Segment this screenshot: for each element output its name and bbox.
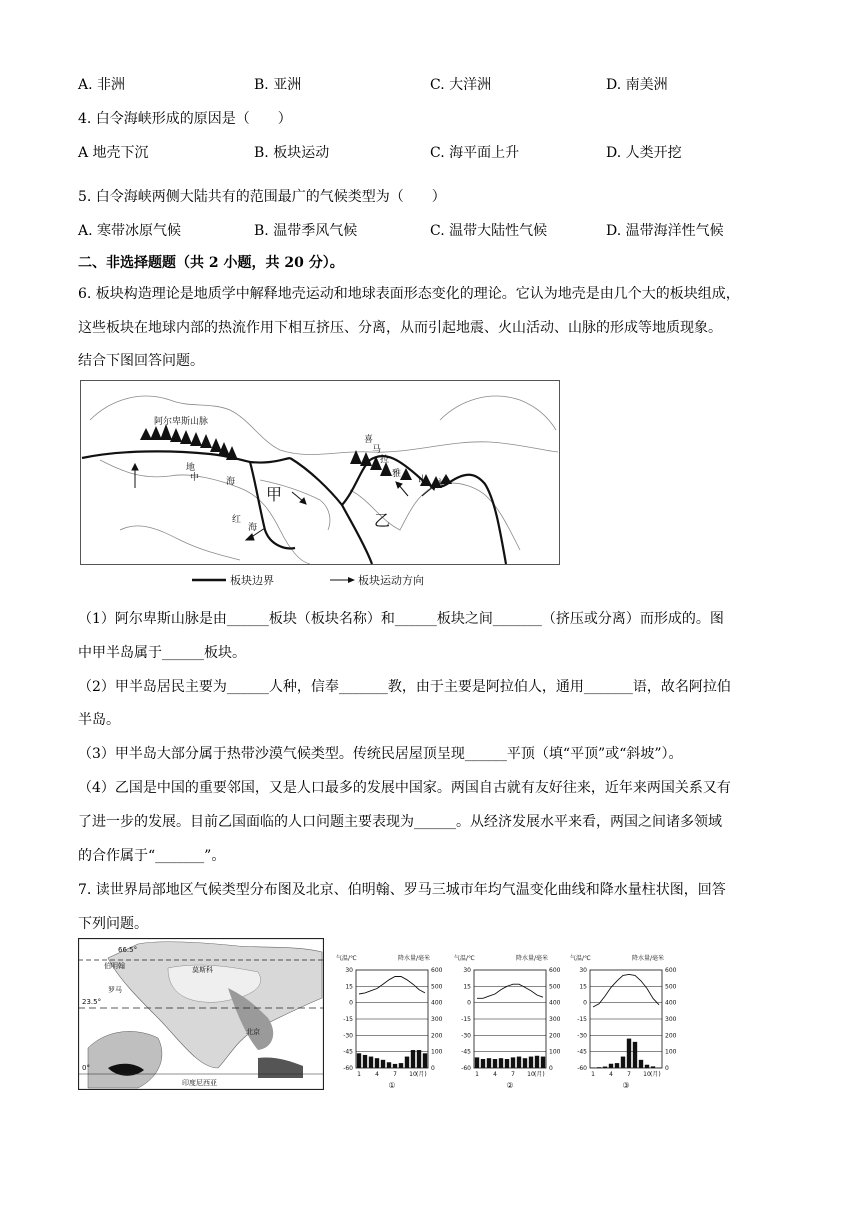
precipitation-bar (363, 1055, 367, 1068)
precipitation-bar (621, 1057, 625, 1068)
chart-title: ② (506, 1081, 514, 1090)
temperature-line (359, 977, 425, 995)
q3-option-d: D. 南美洲 (606, 77, 668, 93)
lat-23-label: 23.5° (82, 998, 102, 1006)
x-axis-label: (月) (416, 1071, 427, 1078)
q5-option-b: B. 温带季风气候 (254, 223, 358, 239)
precipitation-bar (627, 1039, 631, 1068)
precip-tick-label: 400 (665, 999, 677, 1007)
temp-tick-label: 0 (467, 999, 471, 1007)
section-heading: 二、非选择题题（共 2 小题，共 20 分）。 (78, 255, 344, 271)
med-sea-label-zhong: 中 (190, 473, 200, 483)
rome-label: 罗马 (108, 986, 122, 994)
precip-tick-label: 500 (549, 983, 561, 991)
med-sea-label-di: 地 (186, 463, 196, 473)
precipitation-bar (411, 1050, 415, 1068)
temp-tick-label: 0 (583, 999, 587, 1007)
q5-option-c: C. 温带大陆性气候 (430, 223, 548, 239)
precip-tick-label: 400 (549, 999, 561, 1007)
x-tick-label: 10 (527, 1071, 535, 1078)
himalaya-label-5: 山 (418, 475, 428, 485)
himalaya-label-3: 拉 (380, 455, 390, 465)
precipitation-bar (603, 1067, 607, 1068)
precipitation-bar (597, 1067, 601, 1068)
precip-tick-label: 300 (665, 1016, 677, 1023)
y-axis-label: 气温/℃ (336, 955, 357, 962)
q3-option-c: C. 大洋洲 (430, 77, 492, 93)
red-sea-label-hai: 海 (248, 523, 258, 533)
x-tick-label: 4 (375, 1071, 379, 1078)
lat-66-label: 66.5° (118, 946, 138, 954)
chart-title: ③ (622, 1081, 630, 1090)
precip-tick-label: 300 (549, 1016, 561, 1023)
precipitation-bar (405, 1057, 409, 1068)
med-sea-label-hai: 海 (226, 477, 236, 487)
precipitation-bar (517, 1057, 521, 1068)
precipitation-bar (541, 1057, 545, 1068)
climate-chart-3 (568, 950, 688, 1100)
q6-sub2-line2: 半岛。 (78, 712, 120, 728)
precipitation-bar (529, 1057, 533, 1068)
climate-type-map (78, 938, 324, 1090)
precipitation-bar (375, 1058, 379, 1068)
temp-tick-label: -30 (577, 1032, 587, 1040)
moscow-label: 莫斯科 (192, 966, 213, 974)
precipitation-bar (639, 1060, 643, 1068)
precip-tick-label: 400 (431, 999, 443, 1007)
x-tick-label: 10 (409, 1071, 417, 1078)
himalaya-label-1: 喜 (364, 435, 374, 445)
temp-tick-label: 30 (463, 967, 471, 974)
temp-tick-label: -60 (461, 1065, 471, 1072)
precip-tick-label: 100 (665, 1048, 677, 1056)
q6-sub4-line1: （4）乙国是中国的重要邻国，又是人口最多的发展中国家。两国自古就有友好往来，近年来两国关系又有 (78, 780, 731, 796)
q4-option-c: C. 海平面上升 (430, 145, 520, 161)
temp-tick-label: 30 (345, 967, 353, 974)
x-axis-label: (月) (650, 1071, 661, 1078)
precipitation-bar (615, 1063, 619, 1068)
x-tick-label: 7 (393, 1071, 397, 1078)
q5-option-d: D. 温带海洋性气候 (606, 223, 724, 239)
precipitation-bar (393, 1064, 397, 1068)
chart-title: ① (388, 1081, 396, 1090)
precipitation-bar (499, 1058, 503, 1068)
temp-tick-label: -30 (343, 1032, 353, 1040)
precip-tick-label: 200 (549, 1032, 561, 1040)
temp-tick-label: -45 (577, 1048, 587, 1056)
precipitation-bar (475, 1057, 479, 1068)
temp-tick-label: 15 (579, 983, 587, 991)
temp-tick-label: -15 (343, 1016, 353, 1023)
x-tick-label: 1 (475, 1071, 479, 1078)
precipitation-bar (609, 1064, 613, 1068)
precipitation-bar (487, 1058, 491, 1068)
q5-stem: 5. 白令海峡两侧大陆共有的范围最广的气候类型为（ ） (78, 189, 446, 205)
precip-tick-label: 0 (431, 1065, 435, 1072)
x-axis-label: (月) (534, 1071, 545, 1078)
temp-tick-label: -60 (343, 1065, 353, 1072)
q4-option-d: D. 人类开挖 (606, 145, 682, 161)
beijing-label: 北京 (246, 1028, 260, 1036)
precipitation-bar (481, 1059, 485, 1068)
precip-tick-label: 600 (549, 967, 561, 974)
q4-option-b: B. 板块运动 (254, 145, 330, 161)
y2-axis-label: 降水量/毫米 (398, 955, 431, 962)
precipitation-bar (511, 1057, 515, 1068)
q6-sub1-line2: 中甲半岛属于______板块。 (78, 645, 246, 661)
q4-option-a: A 地壳下沉 (78, 145, 149, 161)
y-axis-label: 气温/℃ (570, 955, 591, 962)
q7-stem-line2: 下列问题。 (78, 916, 148, 932)
birmingham-label: 伯明翰 (104, 962, 125, 970)
q4-stem: 4. 白令海峡形成的原因是（ ） (78, 111, 292, 127)
precip-tick-label: 600 (665, 967, 677, 974)
precipitation-bar (417, 1050, 421, 1068)
climate-chart-1 (334, 950, 454, 1100)
precipitation-bar (387, 1062, 391, 1068)
y-axis-label: 气温/℃ (454, 955, 475, 962)
precipitation-bar (645, 1065, 649, 1068)
precipitation-bar (633, 1042, 637, 1068)
temp-tick-label: -15 (577, 1016, 587, 1023)
temp-tick-label: -60 (577, 1065, 587, 1072)
precip-tick-label: 300 (431, 1016, 443, 1023)
x-tick-label: 1 (357, 1071, 361, 1078)
q3-option-b: B. 亚洲 (254, 77, 302, 93)
q3-option-a: A. 非洲 (78, 77, 126, 93)
q6-sub2-line1: （2）甲半岛居民主要为______人种，信奉_______教，由于主要是阿拉伯人，通用_______语，故名阿拉伯 (78, 679, 731, 695)
q6-sub1-line1: （1）阿尔卑斯山脉是由______板块（板块名称）和______板块之间_______（挤压或分离）而形成的。图 (78, 611, 724, 627)
precipitation-bar (381, 1060, 385, 1068)
precipitation-bar (357, 1053, 361, 1068)
temp-tick-label: 15 (463, 983, 471, 991)
precipitation-bar (423, 1053, 427, 1068)
himalaya-label-2: 马 (372, 445, 382, 455)
q6-intro-line2: 这些板块在地球内部的热流作用下相互挤压、分离，从而引起地震、火山活动、山脉的形成等地质现象。 (78, 320, 722, 336)
q6-intro-line3: 结合下图回答问题。 (78, 353, 204, 369)
precip-tick-label: 600 (431, 967, 443, 974)
lat-0-label: 0° (82, 1064, 90, 1072)
q6-sub3: （3）甲半岛大部分属于热带沙漠气候类型。传统民居屋顶呈现______平顶（填“平顶”或“斜坡”）。 (78, 746, 683, 762)
x-tick-label: 4 (493, 1071, 497, 1078)
legend-boundary-label: 板块边界 (230, 574, 274, 587)
precipitation-bar (651, 1066, 655, 1068)
temp-tick-label: -15 (461, 1016, 471, 1023)
y2-axis-label: 降水量/毫米 (632, 955, 665, 962)
indonesia-label: 印度尼西亚 (182, 1079, 217, 1087)
precip-tick-label: 100 (431, 1048, 443, 1056)
y2-axis-label: 降水量/毫米 (516, 955, 549, 962)
precipitation-bar (505, 1059, 509, 1068)
q6-sub4-line2: 了进一步的发展。目前乙国面临的人口问题主要表现为______。从经济发展水平来看，两国之间诸多领域 (78, 814, 722, 830)
precip-tick-label: 100 (549, 1048, 561, 1056)
climate-chart-2 (452, 950, 572, 1100)
x-tick-label: 1 (591, 1071, 595, 1078)
precipitation-bar (493, 1059, 497, 1068)
x-tick-label: 7 (511, 1071, 515, 1078)
q7-stem-line1: 7. 读世界局部地区气候类型分布图及北京、伯明翰、罗马三城市年均气温变化曲线和降水量柱状图，回答 (78, 882, 726, 898)
q6-sub4-line3: 的合作属于“_______”。 (78, 848, 226, 864)
temperature-line (593, 974, 659, 1007)
precipitation-bar (369, 1057, 373, 1068)
precipitation-bar (399, 1063, 403, 1068)
temp-tick-label: -45 (461, 1048, 471, 1056)
plate-tectonics-map (80, 380, 560, 594)
precipitation-bar (523, 1058, 527, 1068)
precip-tick-label: 200 (665, 1032, 677, 1040)
himalaya-label-6: 脉 (434, 479, 444, 489)
temp-tick-label: -45 (343, 1048, 353, 1056)
himalaya-label-4: 雅 (392, 469, 402, 479)
precip-tick-label: 0 (549, 1065, 553, 1072)
x-tick-label: 4 (609, 1071, 613, 1078)
x-tick-label: 7 (627, 1071, 631, 1078)
temp-tick-label: 0 (349, 999, 353, 1007)
red-sea-label-hong: 红 (232, 515, 242, 525)
precipitation-bar (535, 1056, 539, 1068)
region-jia-label: 甲 (266, 485, 283, 504)
precip-tick-label: 0 (665, 1065, 669, 1072)
precip-tick-label: 500 (431, 983, 443, 991)
precip-tick-label: 200 (431, 1032, 443, 1040)
q6-intro-line1: 6. 板块构造理论是地质学中解释地壳运动和地球表面形态变化的理论。它认为地壳是由几个大的板块组成， (78, 286, 740, 302)
region-yi-label: 乙 (374, 511, 391, 530)
q5-option-a: A. 寒带冰原气候 (78, 223, 182, 239)
temp-tick-label: -30 (461, 1032, 471, 1040)
temp-tick-label: 15 (345, 983, 353, 991)
precip-tick-label: 500 (665, 983, 677, 991)
legend-direction-label: 板块运动方向 (358, 574, 424, 587)
temp-tick-label: 30 (579, 967, 587, 974)
alps-label: 阿尔卑斯山脉 (154, 417, 209, 427)
x-tick-label: 10 (643, 1071, 651, 1078)
